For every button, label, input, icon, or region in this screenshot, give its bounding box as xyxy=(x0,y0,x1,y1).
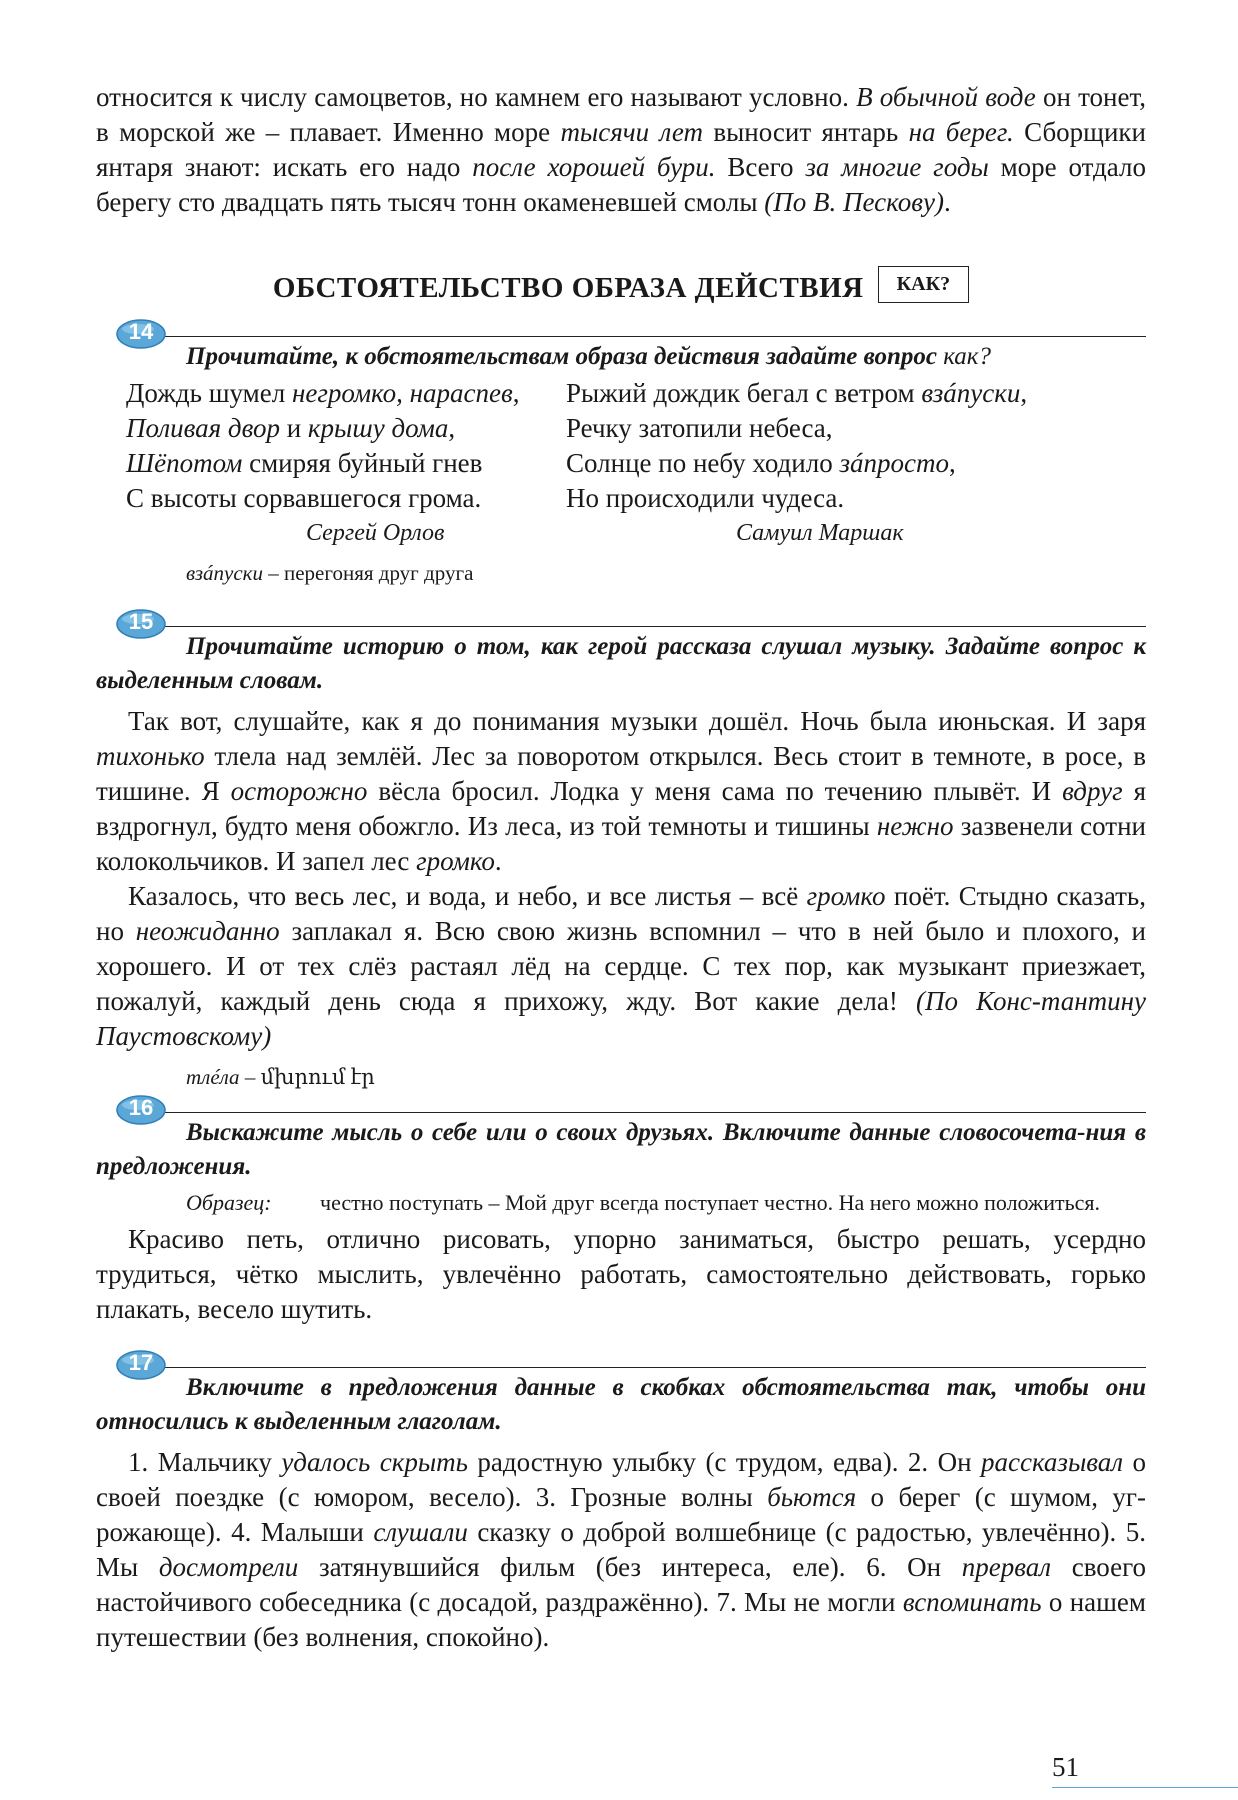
exercise-14 xyxy=(96,319,1146,374)
text-run: – մխրում էր xyxy=(239,1065,375,1089)
highlighted-word: взáпуски xyxy=(186,561,263,585)
text-run: Дождь шумел xyxy=(126,378,292,408)
poem-line xyxy=(126,376,566,411)
exercise-rule xyxy=(160,1367,1146,1368)
highlighted-word: рассказывал xyxy=(981,1447,1124,1477)
poem-line xyxy=(566,446,1126,481)
poem-line xyxy=(566,376,1126,411)
text-run: о нашем путешествии (без волнения, спокойно). xyxy=(96,1587,1147,1652)
text-run: своего настойчивого собеседника (с досадой, раздражённо). 7. Мы не могли xyxy=(96,1552,1146,1617)
poem-author: Сергей Орлов xyxy=(306,520,445,546)
text-run: тлела над землёй. Лес за поворотом открылся. Весь стоит в темноте, в росе, в тишине. Я xyxy=(96,741,1146,806)
exercise-number-badge xyxy=(116,1349,166,1381)
text-run: он тонет, в морской же – плавает. Именно море xyxy=(96,82,1146,147)
highlighted-word: зáпросто xyxy=(839,448,949,478)
highlighted-word: на берег. xyxy=(908,117,1014,147)
highlighted-word: крышу дома xyxy=(307,413,449,443)
exercise-task: Выскажите мысль о себе или о своих друзьях. Включите данные словосочета-ния в предложения. xyxy=(96,1119,1146,1180)
highlighted-word: громко xyxy=(416,846,495,876)
exercise-16 xyxy=(96,1095,1146,1184)
highlighted-word: бьются xyxy=(767,1482,857,1512)
page-number: 51 xyxy=(1052,1752,1079,1782)
text-run: сказку о доброй волшебнице (с радостью, увлечённо). 5. Мы xyxy=(96,1517,1146,1582)
highlighted-word: после хорошей бури. xyxy=(472,152,716,182)
text-run: зазвенели сотни колокольчиков. И запел лес xyxy=(96,811,1146,876)
poem-line xyxy=(126,446,566,481)
text-run: , xyxy=(949,448,956,478)
text-run: Солнце по небу ходило xyxy=(566,448,840,478)
highlighted-word: нежно xyxy=(876,811,954,841)
text-run: относится к числу самоцветов, но камнем его называют условно. xyxy=(96,82,857,112)
exercise-number: 16 xyxy=(128,1095,154,1120)
story-paragraph-2 xyxy=(96,879,1146,1054)
highlighted-word: тихонько xyxy=(96,741,205,771)
poem-lines xyxy=(566,376,1126,516)
intro-paragraph xyxy=(96,80,1146,220)
textbook-page xyxy=(96,80,1146,1655)
text-run: я вздрогнул, будто меня обожгло. Из леса, из той темноты и тишины xyxy=(96,776,1146,841)
exercise-number: 14 xyxy=(128,319,154,344)
word-combinations: Красиво петь, отлично рисовать, упорно заниматься, быстро решать, усердно трудиться, чётко мыслить, увлечённо работать, самостоятельно действовать, горько плакать, весело шутить. xyxy=(96,1224,1146,1324)
highlighted-word: (По Конс-тантину Паустовскому) xyxy=(96,986,1146,1051)
poem-line xyxy=(126,411,566,446)
poems xyxy=(96,376,1146,550)
page-number-rule xyxy=(1052,1787,1238,1788)
highlighted-word: удалось скрыть xyxy=(281,1447,468,1477)
text-run: Всего xyxy=(715,152,806,182)
sample-label: Образец: xyxy=(186,1190,272,1215)
text-run: смиряя буйный гнев xyxy=(242,448,483,478)
text-run: о берег (с шумом, уг-рожающе). 4. Малыши xyxy=(96,1482,1146,1547)
highlighted-word: взáпуски xyxy=(921,378,1021,408)
exercise-17 xyxy=(96,1350,1146,1439)
highlighted-word: прервал xyxy=(961,1552,1052,1582)
poem-line xyxy=(126,481,566,516)
poem-orlov xyxy=(96,376,566,550)
poem-author: Самуил Маршак xyxy=(736,520,904,546)
highlighted-word: тысячи лет xyxy=(560,117,704,147)
text-run: вёсла бросил. Лодка у меня сама по течению плывёт. И xyxy=(367,776,1063,806)
text-run: заплакал я. Всю свою жизнь вспомнил – что в ней было и плохого, и хорошего. И от тех слёз растаял лёд на сердце. С тех пор, как музыкант приезжает, пожалуй, каждый день сюда я прихожу, жду. Вот какие дела! xyxy=(96,916,1146,1016)
text-run: и xyxy=(279,413,308,443)
exercise-number: 15 xyxy=(128,609,154,634)
text-run: 1. Мальчику xyxy=(128,1447,282,1477)
highlighted-word: вдруг xyxy=(1062,776,1123,806)
text-run: , xyxy=(1020,378,1028,408)
highlighted-word: Шёпотом xyxy=(126,448,243,478)
text-run: Речку затопили небеса, xyxy=(566,413,833,443)
text-run: , xyxy=(448,413,456,443)
highlighted-word: осторожно xyxy=(230,776,368,806)
gloss-note xyxy=(96,1062,1146,1092)
poem-line xyxy=(566,411,1126,446)
highlighted-word: вспоминать xyxy=(902,1587,1042,1617)
sample xyxy=(96,1188,1146,1218)
highlighted-word: досмотрели xyxy=(158,1552,299,1582)
highlighted-word: Поливая двор xyxy=(126,413,280,443)
highlighted-word: (По В. Пескову) xyxy=(764,187,944,217)
poem-marshak xyxy=(566,376,1126,550)
highlighted-word: слушали xyxy=(373,1517,468,1547)
text-run: , xyxy=(512,378,520,408)
text-run: . xyxy=(943,187,951,217)
section-title: ОБСТОЯТЕЛЬСТВО ОБРАЗА ДЕЙСТВИЯ xyxy=(272,272,864,304)
text-run: море отдало берегу сто двадцать пять тысяч тонн окаменевшей смолы xyxy=(96,152,1146,217)
exercise-15 xyxy=(96,609,1146,698)
question-box: КАК? xyxy=(878,266,969,303)
exercise-rule xyxy=(160,1112,1146,1113)
exercise-rule xyxy=(160,336,1146,337)
exercise-task: Прочитайте, к обстоятельствам образа действия задайте вопрос как? xyxy=(186,343,991,370)
exercise-task: Включите в предложения данные в скобках обстоятельства так, чтобы они относились к выделенным глаголам. xyxy=(96,1374,1146,1435)
story-paragraph-1 xyxy=(96,704,1146,879)
exercise-task: Прочитайте историю о том, как герой рассказа слушал музыку. Задайте вопрос к выделенным словам. xyxy=(96,633,1146,694)
text-run: поёт. Стыдно сказать, но xyxy=(96,881,1146,946)
highlighted-word: негромко, нараспев xyxy=(291,378,513,408)
highlighted-word: неожиданно xyxy=(135,916,280,946)
text-run: о своей поездке (с юмором, весело). 3. Грозные волны xyxy=(96,1447,1147,1512)
poem-lines xyxy=(126,376,566,516)
highlighted-word: В обычной воде xyxy=(856,82,1036,112)
highlighted-word: тлéла xyxy=(186,1065,240,1089)
sentences-list xyxy=(96,1445,1146,1655)
sample-text: честно поступать – Мой друг всегда поступает честно. На него можно положиться. xyxy=(320,1190,1101,1215)
exercise-number-badge xyxy=(116,608,166,640)
text-run: . xyxy=(494,846,502,876)
section-heading xyxy=(96,270,1146,314)
text-run: затянувшийся фильм (без интереса, еле). 6. Он xyxy=(298,1552,962,1582)
text-run: Рыжий дождик бегал с ветром xyxy=(566,378,922,408)
highlighted-word: громко xyxy=(806,881,886,911)
exercise-number-badge xyxy=(116,1094,166,1126)
text-run: радостную улыбку (с трудом, едва). 2. Он xyxy=(467,1447,981,1477)
text-run: С высоты сорвавшегося грома. xyxy=(126,483,482,513)
exercise-rule xyxy=(160,626,1146,627)
poem-line xyxy=(566,481,1126,516)
gloss-note xyxy=(96,558,1146,588)
text-run: Казалось, что весь лес, и вода, и небо, и все листья – всё xyxy=(128,881,807,911)
text-run: – перегоняя друг друга xyxy=(263,561,474,585)
text-run: Так вот, слушайте, как я до понимания музыки дошёл. Ночь была июньская. И заря xyxy=(128,706,1146,736)
highlighted-word: за многие годы xyxy=(805,152,989,182)
exercise-number-badge xyxy=(116,318,166,350)
exercise-number: 17 xyxy=(128,1350,154,1375)
text-run: Но происходили чудеса. xyxy=(566,483,845,513)
text-run: выносит янтарь xyxy=(703,117,909,147)
text-run: Сборщики янтаря знают: искать его надо xyxy=(96,117,1146,182)
